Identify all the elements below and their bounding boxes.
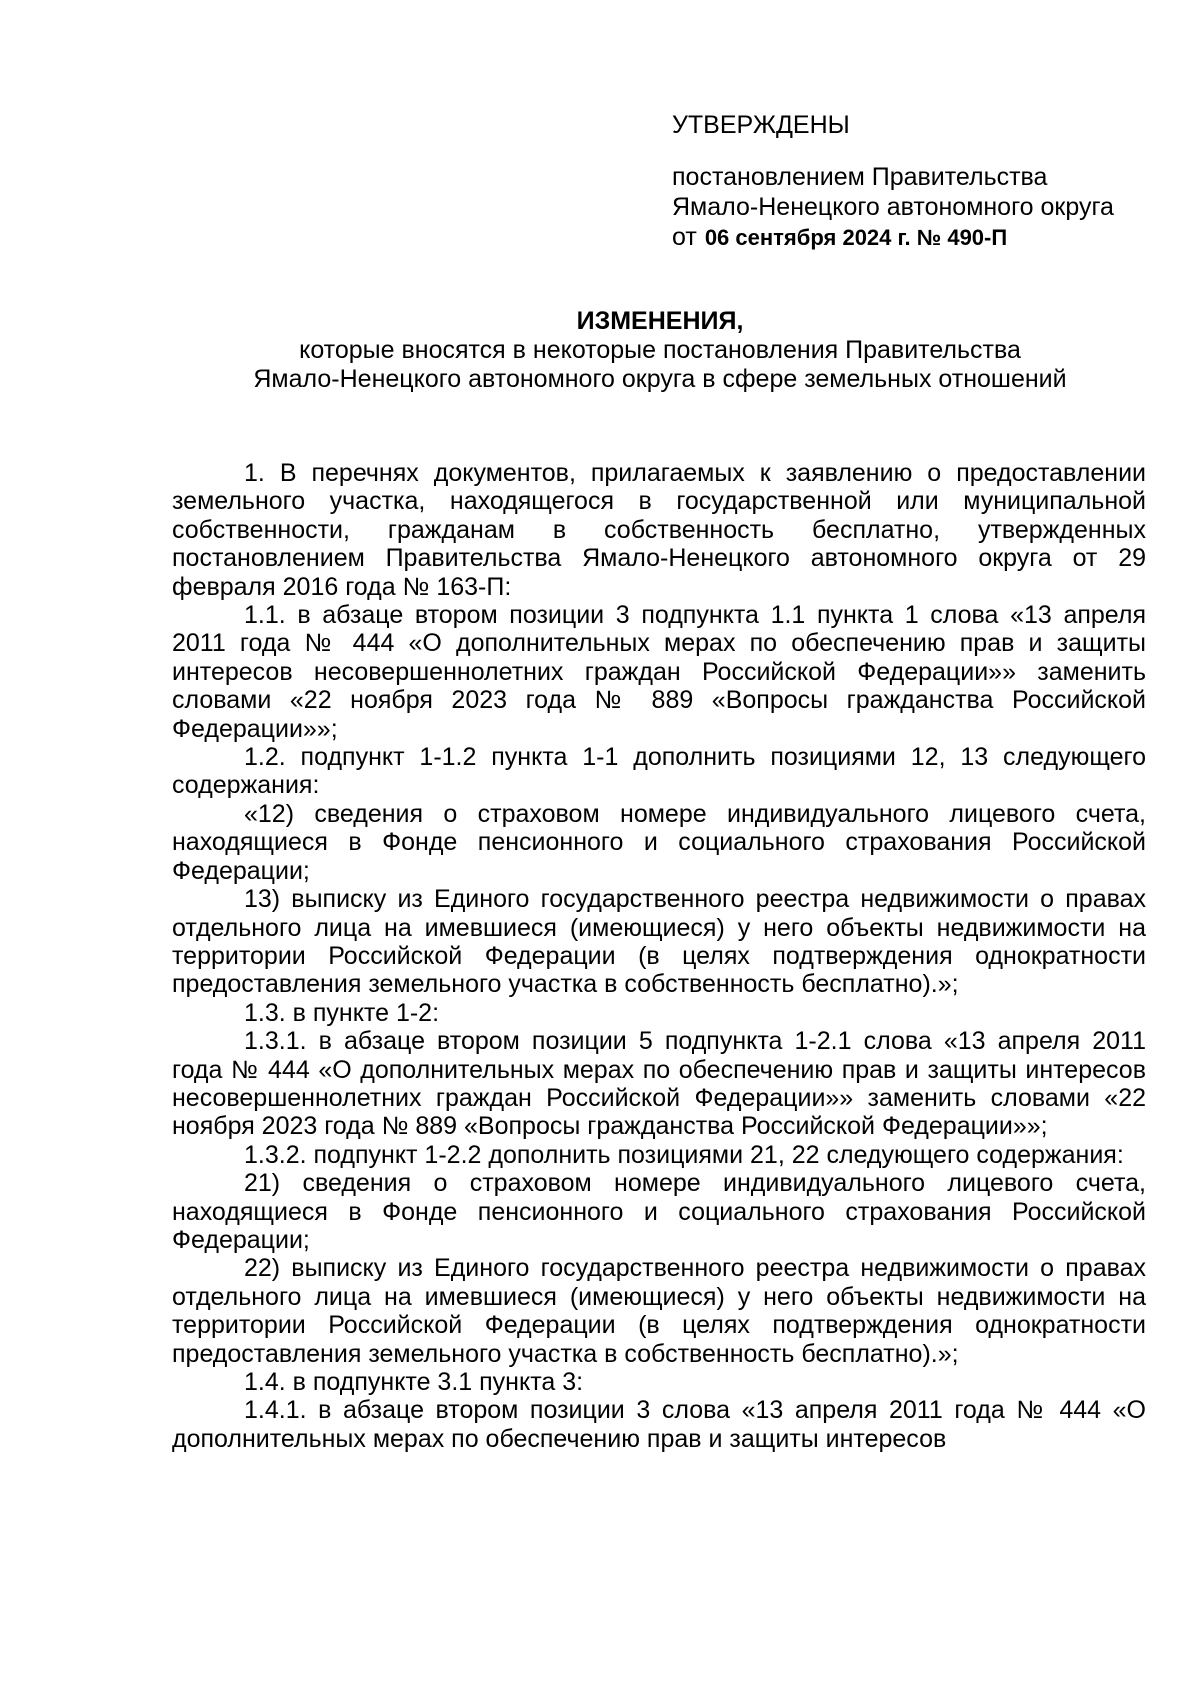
paragraph: 21) сведения о страховом номере индивидуального лицевого счета, находящиеся в Фонде пенсионного и социального страхования Российской Федерации; <box>172 1169 1146 1254</box>
paragraph: 1.3.1. в абзаце втором позиции 5 подпункта 1-2.1 слова «13 апреля 2011 года № 444 «О дополнительных мерах по обеспечению прав и защиты интересов несовершеннолетних граждан Российской Федерации»» заменить словами «22 ноября 2023 года № 889 «Вопросы гражданства Российской Федерации»»; <box>172 1027 1146 1141</box>
document-heading <box>170 307 1150 394</box>
approval-block <box>672 110 1152 253</box>
paragraph: 1.3. в пункте 1-2: <box>244 998 440 1027</box>
paragraph: 1.4. в подпункте 3.1 пункта 3: <box>244 1368 584 1396</box>
paragraph: 1.4.1. в абзаце втором позиции 3 слова «13 апреля 2011 года № 444 «О дополнительных мерах по обеспечению прав и защиты интересов <box>172 1396 1146 1453</box>
paragraph: 1.1. в абзаце втором позиции 3 подпункта 1.1 пункта 1 слова «13 апреля 2011 года № 444 «О дополнительных мерах по обеспечению прав и защиты интересов несовершеннолетних граждан Российской Федерации»» заменить словами «22 ноября 2023 года № 889 «Вопросы гражданства Российской Федерации»»; <box>172 601 1146 743</box>
paragraph: 1.3.2. подпункт 1-2.2 дополнить позициями 21, 22 следующего содержания: <box>244 1140 1124 1169</box>
approval-title: УТВЕРЖДЕНЫ <box>672 111 850 139</box>
document-body <box>172 459 1146 1453</box>
paragraph: «12) сведения о страховом номере индивидуального лицевого счета, находящиеся в Фонде пенсионного и социального страхования Российской Федерации; <box>172 799 1146 885</box>
paragraph: 22) выписку из Единого государственного реестра недвижимости о правах отдельного лица на имевшиеся (имеющиеся) у него объекты недвижимости на территории Российской Федерации (в целях подтверждения однократности предоставления земельного участка в собственность бесплатно).»; <box>172 1254 1146 1368</box>
heading-subtitle-line-2: Ямало-Ненецкого автономного округа в сфере земельных отношений <box>253 365 1067 393</box>
approval-line-1: постановлением Правительства <box>672 163 1048 191</box>
approval-line-2: Ямало-Ненецкого автономного округа <box>672 193 1114 221</box>
approval-date-line <box>672 222 1152 253</box>
paragraph: 1.2. подпункт 1-1.2 пункта 1-1 дополнить позициями 12, 13 следующего содержания: <box>172 743 1146 800</box>
approval-date-prefix: от <box>672 223 697 251</box>
heading-title: ИЗМЕНЕНИЯ, <box>576 307 744 335</box>
paragraph: 1. В перечнях документов, прилагаемых к заявлению о предоставлении земельного участка, находящегося в государственной или муниципальной собственности, гражданам в собственность бесплатно, утвержденных постановлением Правительства Ямало-Ненецкого автономного округа от 29 февраля 2016 года № 163-П: <box>172 459 1146 601</box>
heading-subtitle-line-1: которые вносятся в некоторые постановления Правительства <box>299 336 1021 364</box>
approval-date-number: 06 сентября 2024 г. № 490-П <box>704 225 1008 250</box>
paragraph: 13) выписку из Единого государственного реестра недвижимости о правах отдельного лица на имевшиеся (имеющиеся) у него объекты недвижимости на территории Российской Федерации (в целях подтверждения однократности предоставления земельного участка в собственность бесплатно).»; <box>172 885 1146 999</box>
